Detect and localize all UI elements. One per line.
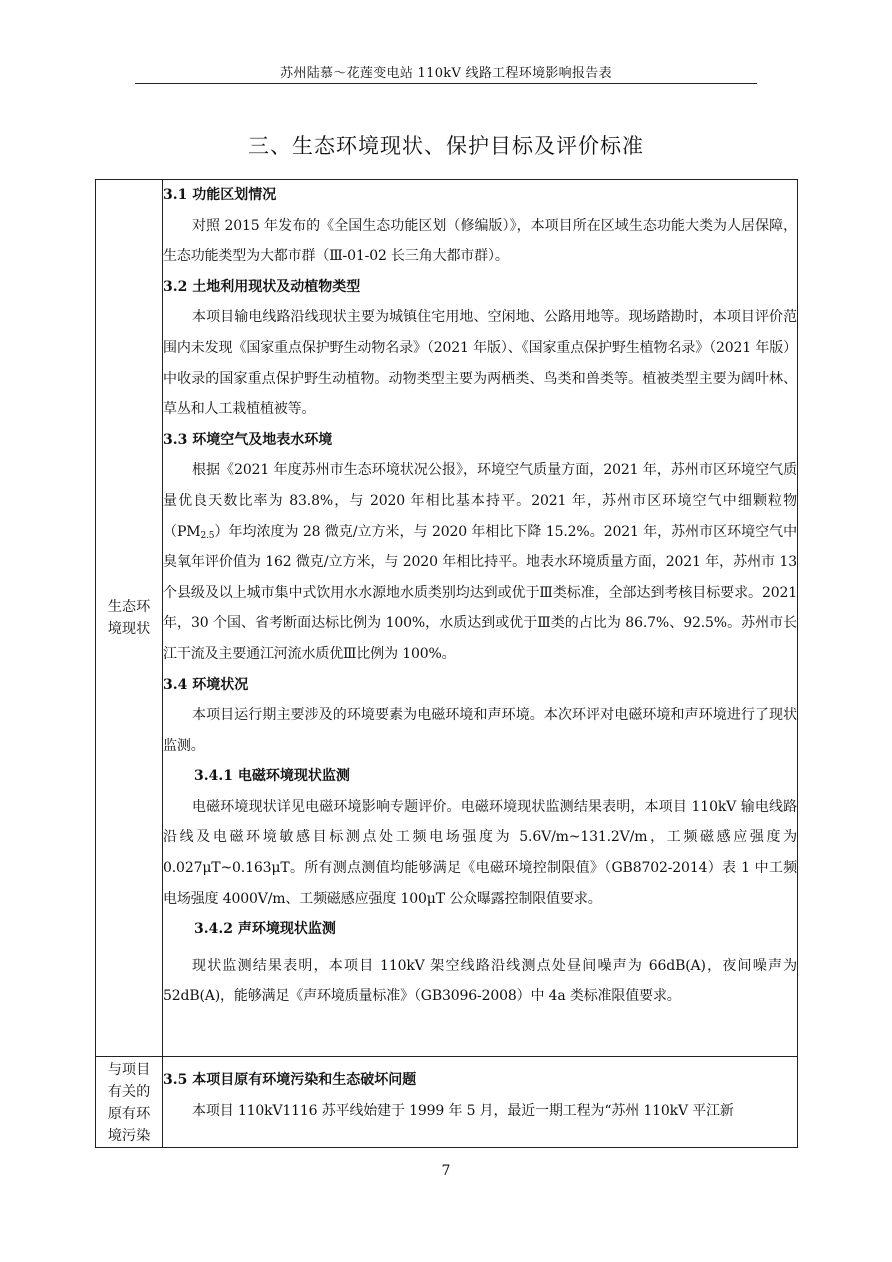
- paragraph-3-4-1: 电磁环境现状详见电磁环境影响专题评价。电磁环境现状监测结果表明，本项目 110kV 输电线路沿线及电磁环境敏感目标测点处工频电场强度为 5.6V/m~131.2V/m，工频磁感应强度为 0.027μT~0.163μT。所有测点测值均能够满足《电磁环境控制限值》（GB8702-2014）表 1 中工频电场强度 4000V/m、工频磁感应强度 100μT 公众曝露控制限值要求。: [163, 798, 797, 907]
- page-number: 7: [441, 1163, 451, 1179]
- row-label-ecological-status: [96, 180, 163, 1057]
- paragraph-3-2: 本项目输电线路沿线现状主要为城镇住宅用地、空闲地、公路用地等。现场踏勘时，本项目评价范围内未发现《国家重点保护野生动物名录》（2021 年版）、《国家重点保护野生植物名录》（2021 年版）中收录的国家重点保护野生动植物。动物类型主要为两栖类、鸟类和兽类等。植被类型主要为阔叶林、草丛和人工栽植植被等。: [163, 309, 797, 418]
- row-label-line: 与项目: [107, 1062, 151, 1078]
- pm-subscript: 2.5: [200, 530, 215, 541]
- row-label-existing-pollution: [96, 1057, 163, 1148]
- heading-3-5: 3.5 本项目原有环境污染和生态破坏问题: [163, 1072, 417, 1088]
- table-row: [96, 180, 798, 1057]
- header-divider: [135, 83, 757, 84]
- heading-3-4-2: 3.4.2 声环境现状监测: [194, 921, 336, 938]
- table-row: [96, 1057, 798, 1148]
- row-label-line: 有关的: [107, 1084, 151, 1100]
- heading-3-2: 3.2 土地利用现状及动植物类型: [163, 278, 361, 295]
- row-label-line: 原有环: [107, 1106, 151, 1122]
- heading-3-4-1: 3.4.1 电磁环境现状监测: [194, 768, 350, 785]
- row-label-line: 生态环: [107, 599, 151, 615]
- heading-3-4: 3.4 环境状况: [163, 676, 249, 693]
- report-table: [95, 179, 798, 1148]
- paragraph-3-5: 本项目 110kV1116 苏平线始建于 1999 年 5 月，最近一期工程为“苏州 110kV 平江新: [192, 1102, 734, 1119]
- heading-3-1: 3.1 功能区划情况: [163, 187, 277, 203]
- paragraph-3-3: [163, 455, 797, 669]
- ecological-status-content: [163, 180, 798, 1057]
- paragraph-3-4: 本项目运行期主要涉及的环境要素为电磁环境和声环境。本次环评对电磁环境和声环境进行了现状监测。: [163, 707, 797, 754]
- row-label-line: 境现状: [107, 621, 151, 637]
- paragraph-3-4-2: 现状监测结果表明，本项目 110kV 架空线路沿线测点处昼间噪声为 66dB(A)，夜间噪声为 52dB(A)，能够满足《声环境质量标准》（GB3096-2008）中 4a 类标准限值要求。: [163, 957, 797, 1005]
- paragraph-3-1: 对照 2015 年发布的《全国生态功能区划（修编版）》，本项目所在区域生态功能大类为人居保障，生态功能类型为大都市群（Ⅲ-01-02 长三角大都市群）。: [163, 217, 797, 265]
- row-label-line: 境污染: [107, 1128, 151, 1144]
- section-title: 三、生态环境现状、保护目标及评价标准: [248, 134, 644, 158]
- existing-pollution-content: [163, 1057, 798, 1148]
- paragraph-3-3-part-a: 根据《2021 年度苏州市生态环境状况公报》，环境空气质量方面，2021 年，苏州市区环境空气质量优良天数比率为 83.8%，与 2020 年相比基本持平。2021 年，苏州市区环境空气中细颗粒物（PM: [163, 462, 797, 540]
- paragraph-3-3-part-b: ）年均浓度为 28 微克/立方米，与 2020 年相比下降 15.2%。2021 年，苏州市区环境空气中臭氧年评价值为 162 微克/立方米，与 2020 年相比持平。地表水环境质量方面，2021 年，苏州市 13 个县级及以上城市集中式饮用水水源地水质类别均达到或优于Ⅲ类标准，全部达到考核目标要求。2021 年，30 个国、省考断面达标比例为 100%，水质达到或优于Ⅲ类的占比为 86.7%、92.5%。苏州市长江干流及主要通江河流水质优Ⅲ比例为 100%。: [163, 523, 797, 662]
- page-header: 苏州陆慕～花莲变电站 110kV 线路工程环境影响报告表: [280, 66, 612, 81]
- heading-3-3: 3.3 环境空气及地表水环境: [163, 431, 333, 448]
